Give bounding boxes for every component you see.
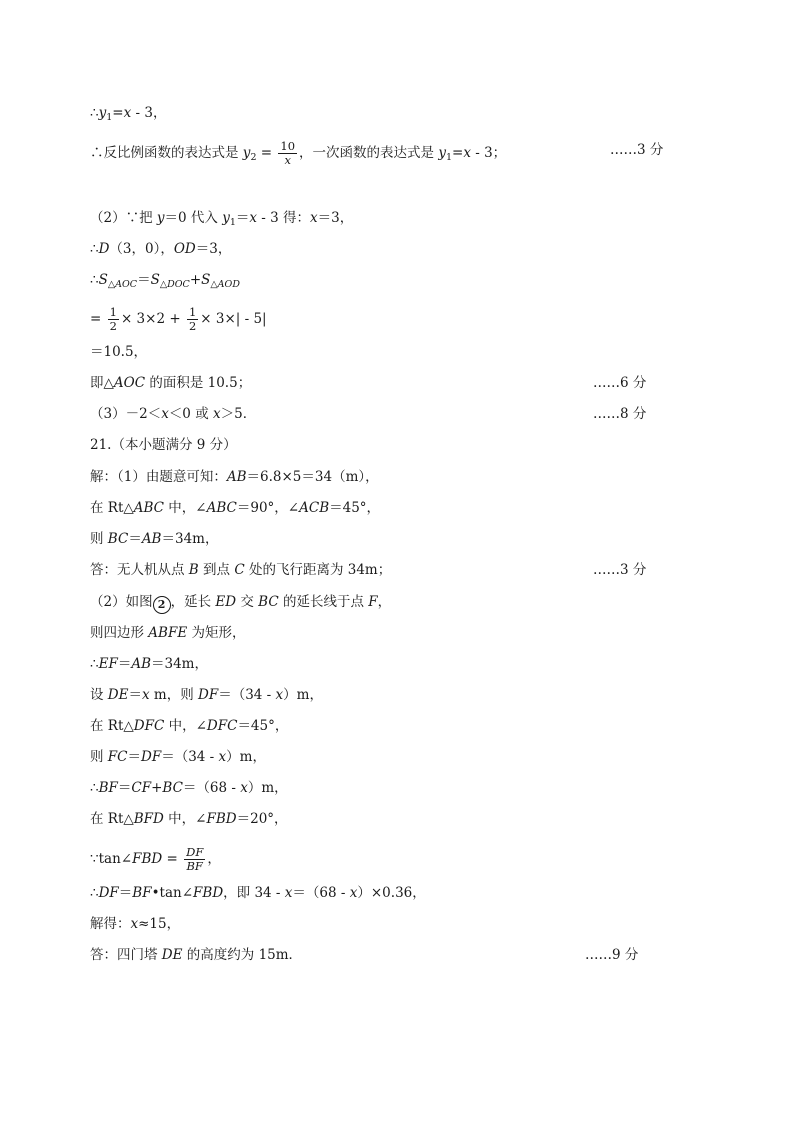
score-6: ……6 分 [593, 375, 647, 391]
question-21-heading: 21.（本小题满分 9 分） [90, 437, 237, 453]
line-ab-length: 解：（1）由题意可知：AB＝6.8×5＝34（m）， [90, 469, 379, 485]
line-final-answer: 答：四门塔 DE 的高度约为 15m． [90, 947, 303, 963]
fraction-df-over-bf: $\frac{DF}{BF}$ [186, 845, 204, 873]
line-tan-fbd: ∵tan∠FBD = $\frac{DF}{BF}$ ， [90, 845, 221, 873]
line-fc-equals-df: 则 FC＝DF＝（34 - x）m， [90, 749, 266, 765]
fraction-one-half: $\frac{1}{2}$ [109, 305, 117, 333]
line-area-sum: $\therefore S_{\triangle AOC}=S_{\triangle DOC}+S_{\triangle AOD}$ [90, 272, 240, 290]
figure-2-marker: 2 [153, 596, 171, 614]
fraction-10-over-x: $\frac{10}{x}$ [280, 139, 296, 167]
line-point-d: ∴D（3，0），OD＝3， [90, 241, 232, 257]
line-part3-range: （3）－2＜x＜0 或 x＞5． [90, 406, 257, 422]
line-area-calculation: = $\frac{1}{2}$ × 3×2 + $\frac{1}{2}$ × 3×| - 5| [90, 305, 267, 333]
line-bc-equals-ab: 则 BC＝AB＝34m， [90, 531, 219, 547]
line-ef-equals-ab: ∴EF＝AB＝34m， [90, 656, 208, 672]
line-equation: ∴DF＝BF•tan∠FBD，即 34 - x＝（68 - x）×0.36， [90, 885, 426, 901]
line-rectangle-abfe: 则四边形 ABFE 为矩形， [90, 625, 246, 641]
fraction-one-half: $\frac{1}{2}$ [188, 305, 197, 333]
line-triangle-abc: 在 Rt△ABC 中，∠ABC＝90°，∠ACB＝45°， [90, 500, 381, 516]
score-9: ……9 分 [585, 947, 639, 963]
line-solution: 解得：x≈15， [90, 916, 181, 932]
line-extend-ed: （2）如图 2 ，延长 ED 交 BC 的延长线于点 F， [90, 592, 391, 614]
line-triangle-dfc: 在 Rt△DFC 中，∠DFC＝45°， [90, 718, 289, 734]
line-function-expressions: ∴反比例函数的表达式是 $y_2$ = $\frac{10}{x}$ ，一次函数的表达式是 $y_1=x - 3$； [90, 139, 507, 167]
line-answer-part1: 答：无人机从点 B 到点 C 处的飞行距离为 34m； [90, 562, 392, 578]
score-3-part2: ……3 分 [593, 562, 647, 578]
line-area-conclusion: 即△AOC 的面积是 10.5； [90, 375, 252, 391]
line-bf-sum: ∴BF＝CF+BC＝（68 - x）m， [90, 780, 288, 796]
score-8: ……8 分 [593, 406, 647, 422]
score-3-part1: ……3 分 [610, 142, 664, 158]
line-y1-result: $\therefore y_1=x - 3$， [90, 105, 167, 123]
line-let-de: 设 DE＝x m，则 DF＝（34 - x）m， [90, 687, 323, 703]
line-triangle-bfd: 在 Rt△BFD 中，∠FBD＝20°， [90, 811, 288, 827]
line-part2-substitution: （2）∵把 y＝0 代入 $y_1=x - 3$ 得：x＝3， [90, 210, 354, 228]
line-area-value: ＝10.5， [90, 344, 148, 360]
